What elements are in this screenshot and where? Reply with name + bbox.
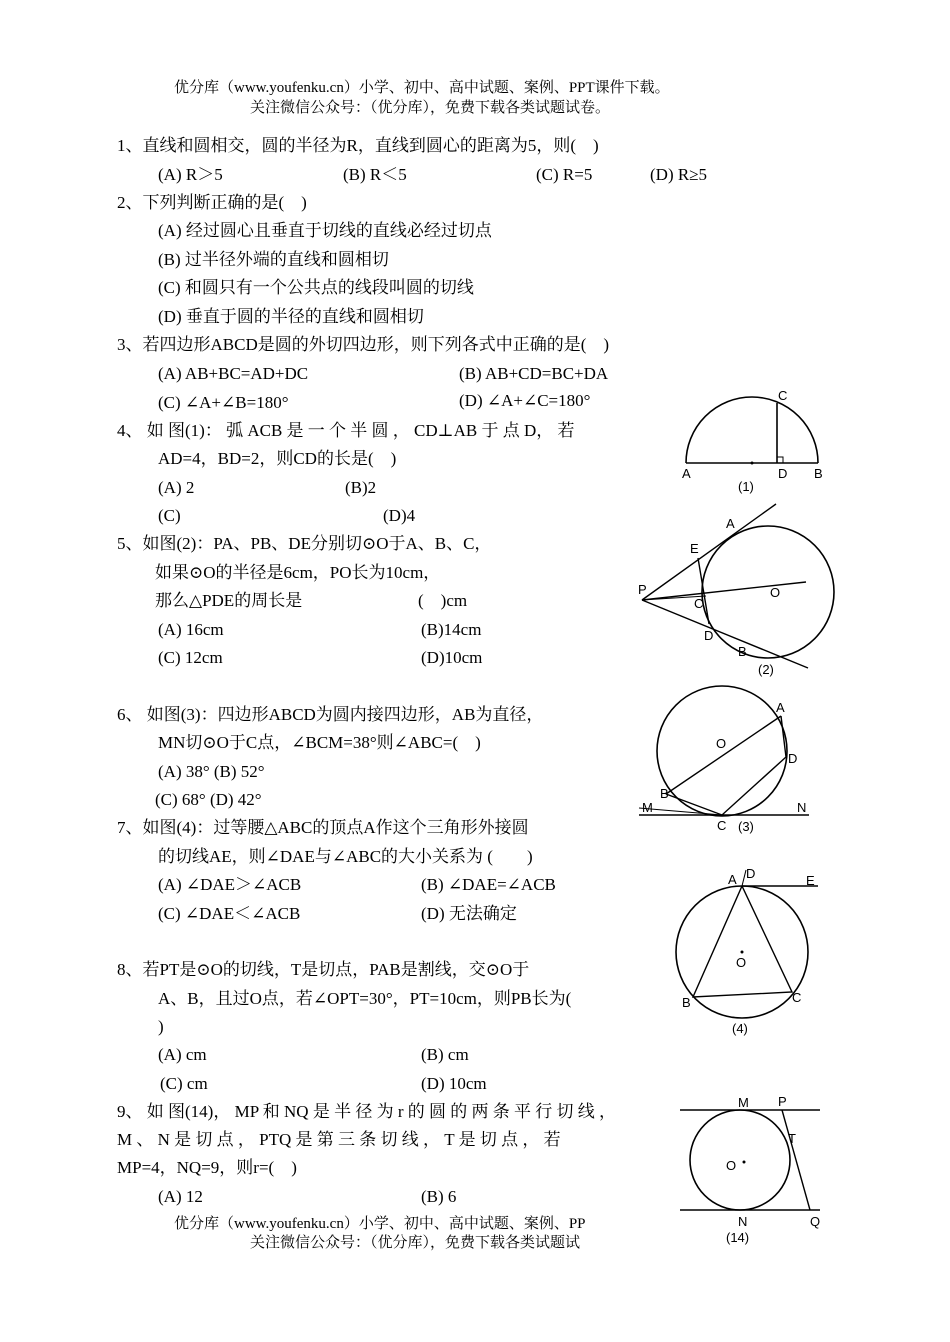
- figure-caption: (4): [732, 1021, 748, 1036]
- point-label: A: [776, 700, 785, 715]
- option: (D) 无法确定: [421, 904, 517, 923]
- question-9-line-3: MP=4，NQ=9，则r=( ): [117, 1158, 297, 1177]
- option: (A) 2: [158, 478, 195, 497]
- point-label: E: [806, 873, 815, 888]
- figure-caption: (14): [726, 1230, 750, 1245]
- option: (C) 和圆只有一个公共点的线段叫圆的切线: [158, 278, 474, 297]
- option: (C) ∠DAE＜∠ACB: [158, 904, 301, 923]
- question-4: [117, 421, 575, 441]
- point-label: A: [682, 466, 691, 481]
- question-9: [117, 1102, 616, 1122]
- point-label: M: [642, 800, 653, 815]
- option: (B) ∠DAE=∠ACB: [421, 875, 556, 894]
- point-label: N: [738, 1214, 748, 1229]
- figure-1: [676, 384, 836, 500]
- footer-line-1: 优分库（www.youfenku.cn）小学、初中、高中试题、案例、PP: [174, 1216, 586, 1232]
- option: (B)14cm: [421, 620, 482, 639]
- question-8: [117, 960, 529, 980]
- option: (C) cm: [160, 1074, 208, 1093]
- point-label: O: [770, 585, 781, 600]
- point-label: C: [778, 388, 788, 403]
- option: (A) AB+BC=AD+DC: [158, 364, 309, 383]
- option: (B) 过半径外端的直线和圆相切: [158, 250, 389, 269]
- figure-4: [668, 864, 828, 1040]
- point-label: B: [738, 644, 747, 659]
- option: (A) 经过圆心且垂直于切线的直线必经过切点: [158, 221, 492, 240]
- question-6: [117, 705, 543, 725]
- option: (A) 38° (B) 52°: [158, 762, 265, 781]
- point-label: A: [726, 516, 735, 531]
- question-number: 3: [117, 335, 126, 354]
- question-number: 9: [117, 1102, 126, 1121]
- question-number: 4: [117, 421, 126, 440]
- option: (A) 16cm: [158, 620, 224, 639]
- question-text: 、如图(4)：过等腰△ABC的顶点A作这个三角形外接圆: [125, 818, 529, 837]
- point-label: N: [797, 800, 807, 815]
- point-label: B: [682, 995, 691, 1010]
- point-label: C: [694, 596, 704, 611]
- point-label: T: [788, 1131, 796, 1146]
- question-6-line-2: MN切⊙O于C点，∠BCM=38°则∠ABC=( ): [158, 733, 481, 752]
- question-7-line-2: 的切线AE，则∠DAE与∠ABC的大小关系为 ( ): [158, 847, 533, 866]
- question-7: [117, 818, 529, 838]
- option: (B) R＜5: [343, 165, 407, 184]
- question-number: 2: [117, 193, 126, 212]
- point-label: O: [716, 736, 727, 751]
- option: (C): [158, 506, 181, 525]
- question-text: 、 如 图(14)， MP 和 NQ 是 半 径 为 r 的 圆 的 两 条 平 行 切 线 ，: [125, 1102, 616, 1121]
- point-label: D: [746, 866, 756, 881]
- option: (C) ∠A+∠B=180°: [158, 393, 289, 412]
- point-label: C: [717, 818, 727, 833]
- point-label: P: [638, 582, 647, 597]
- question-8-line-2: A、B，且过O点，若∠OPT=30°，PT=10cm，则PB长为(: [158, 989, 572, 1008]
- option: (D)10cm: [421, 648, 483, 667]
- option: (D) 10cm: [421, 1074, 487, 1093]
- point-label: C: [792, 990, 802, 1005]
- point-label: D: [704, 628, 714, 643]
- figure-14: [672, 1092, 832, 1252]
- option: (D)4: [383, 506, 416, 525]
- option: (A) cm: [158, 1045, 207, 1064]
- question-5-line-2: 如果⊙O的半径是6cm，PO长为10cm，: [155, 563, 441, 582]
- point-label: M: [738, 1095, 749, 1110]
- option: (B) cm: [421, 1045, 469, 1064]
- question-text: 、若PT是⊙O的切线，T是切点，PAB是割线，交⊙O于: [125, 960, 530, 979]
- question-9-line-2: M 、 N 是 切 点 ， PTQ 是 第 三 条 切 线 ， T 是 切 点 ， 若: [117, 1130, 561, 1149]
- question-number: 7: [117, 818, 126, 837]
- option: (B) 6: [421, 1187, 457, 1206]
- question-4-line-2: AD=4，BD=2，则CD的长是( ): [158, 449, 397, 468]
- point-label: B: [660, 786, 669, 801]
- question-text: 、若四边形ABCD是圆的外切四边形，则下列各式中正确的是( ): [125, 335, 610, 354]
- question-text: 、直线和圆相交，圆的半径为R，直线到圆心的距离为5，则( ): [125, 136, 599, 155]
- question-5-line-3: 那么△PDE的周长是: [155, 591, 303, 610]
- option: (D) ∠A+∠C=180°: [459, 391, 591, 410]
- figure-caption: (3): [738, 819, 754, 834]
- figure-2: [630, 496, 830, 682]
- question-3: [117, 335, 609, 355]
- question-text: 、 如 图(1)： 弧 ACB 是 一 个 半 圆 ， CD⊥AB 于 点 D， 若: [125, 421, 575, 440]
- point-label: A: [728, 872, 737, 887]
- question-text: 、 如图(3)：四边形ABCD为圆内接四边形，AB为直径，: [125, 705, 544, 724]
- option: (C) 12cm: [158, 648, 223, 667]
- option: (C) 68° (D) 42°: [155, 790, 262, 809]
- question-number: 1: [117, 136, 126, 155]
- question-number: 6: [117, 705, 126, 724]
- point-label: Q: [810, 1214, 821, 1229]
- header-line-2: 关注微信公众号：（优分库），免费下载各类试题试卷。: [250, 100, 611, 116]
- option: (A) 12: [158, 1187, 203, 1206]
- question-number: 5: [117, 534, 126, 553]
- footer-line-2: 关注微信公众号：（优分库），免费下载各类试题试: [250, 1235, 581, 1251]
- option: (D) R≥5: [650, 165, 708, 184]
- point-label: D: [778, 466, 788, 481]
- question-8-line-3: ): [158, 1017, 164, 1036]
- answer-blank: ( )cm: [418, 591, 468, 610]
- question-number: 8: [117, 960, 126, 979]
- point-label: D: [788, 751, 798, 766]
- option: (B) AB+CD=BC+DA: [459, 364, 609, 383]
- option: (A) ∠DAE＞∠ACB: [158, 875, 302, 894]
- header-line-1: 优分库（www.youfenku.cn）小学、初中、高中试题、案例、PPT课件下载。: [174, 80, 670, 96]
- figure-caption: (1): [738, 479, 754, 494]
- option: (A) R＞5: [158, 165, 223, 184]
- point-label: O: [736, 955, 747, 970]
- point-label: O: [726, 1158, 737, 1173]
- question-text: 、下列判断正确的是( ): [125, 193, 307, 212]
- question-2: [117, 193, 307, 213]
- option: (B)2: [345, 478, 377, 497]
- question-1: [117, 136, 599, 156]
- point-label: B: [814, 466, 823, 481]
- option: (D) 垂直于圆的半径的直线和圆相切: [158, 307, 424, 326]
- point-label: P: [778, 1094, 787, 1109]
- option: (C) R=5: [536, 165, 593, 184]
- question-text: 、如图(2)：PA、PB、DE分别切⊙O于A、B、C，: [125, 534, 492, 553]
- figure-caption: (2): [758, 662, 774, 677]
- question-5: [117, 534, 491, 554]
- figure-3: [636, 684, 814, 836]
- point-label: E: [690, 541, 699, 556]
